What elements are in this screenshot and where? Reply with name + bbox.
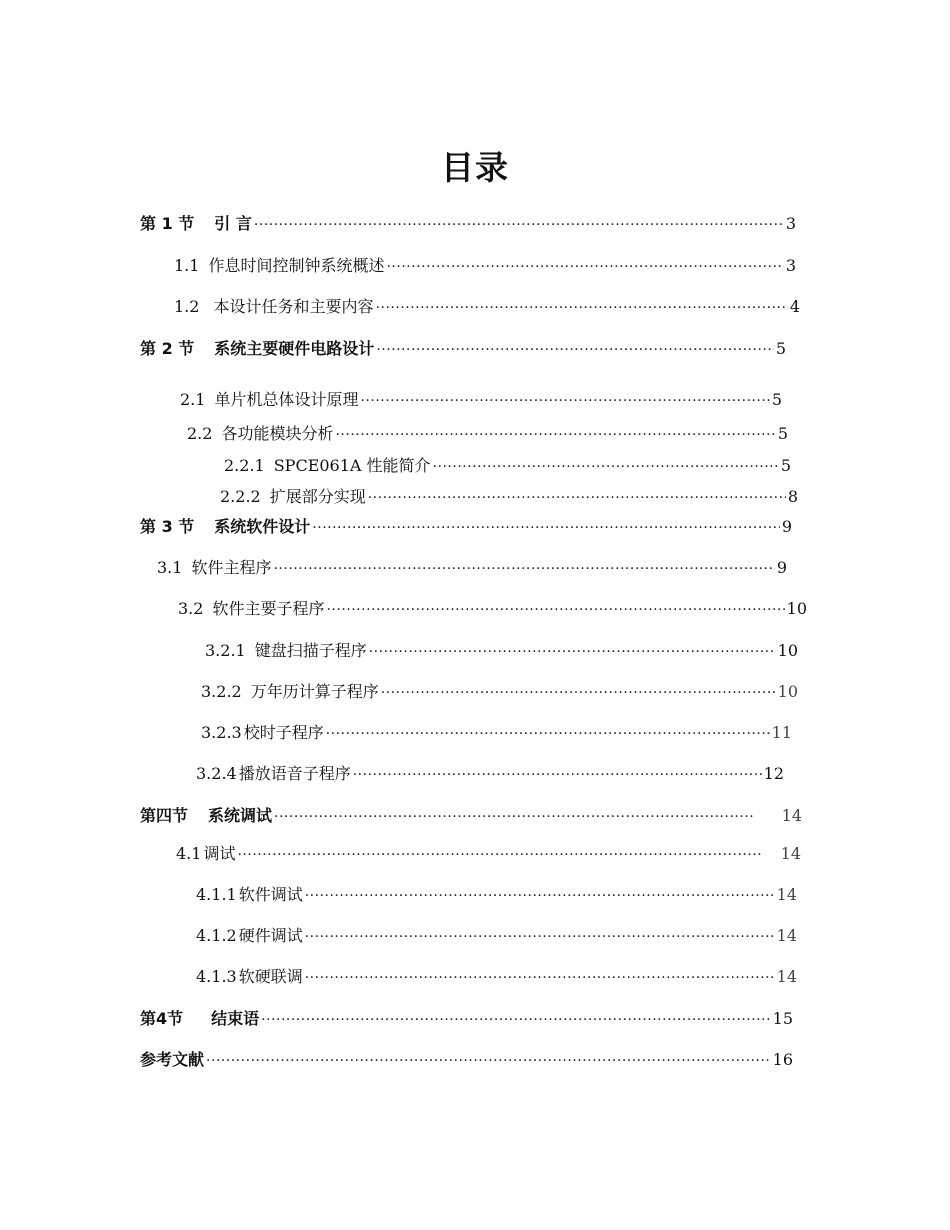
toc-leader-dots xyxy=(305,884,775,908)
toc-leader-dots xyxy=(261,1008,770,1032)
toc-subsection-4-1-2[interactable] xyxy=(196,924,797,948)
toc-leader-dots xyxy=(381,681,776,705)
toc-entry-text: 系统软件设计 xyxy=(214,517,311,536)
toc-references[interactable] xyxy=(140,1048,793,1072)
toc-subsection-3-2[interactable] xyxy=(178,597,807,621)
toc-leader-dots xyxy=(254,213,784,237)
toc-subsection-4-1-1[interactable] xyxy=(196,883,797,907)
toc-page-number: 14 xyxy=(781,806,802,825)
toc-entry-label xyxy=(224,454,431,478)
toc-entry-number: 1.2 xyxy=(174,297,200,316)
toc-entry-number: 2.2.2 xyxy=(220,487,261,506)
toc-entry-label xyxy=(201,680,379,704)
toc-entry-label xyxy=(140,804,272,828)
toc-entry-number: 3.2.4 xyxy=(196,764,237,783)
toc-entry-label xyxy=(157,556,271,580)
toc-entry-number: 第四节 xyxy=(140,806,189,825)
toc-entry-label xyxy=(180,388,358,412)
toc-entry-text: 本设计任务和主要内容 xyxy=(208,297,374,316)
toc-entry-text: 单片机总体设计原理 xyxy=(214,390,359,409)
toc-entry-number: 2.2 xyxy=(187,424,213,443)
toc-page-number: 5 xyxy=(771,390,782,409)
toc-subsection-2-2[interactable] xyxy=(187,422,788,446)
toc-entry-number: 3.1 xyxy=(157,558,183,577)
toc-page-number: 10 xyxy=(777,641,798,660)
toc-entry-number: 4.1.2 xyxy=(196,926,237,945)
toc-subsection-3-2-3[interactable] xyxy=(201,721,792,745)
toc-entry-text: SPCE061A 性能简介 xyxy=(273,456,431,475)
toc-subsection-3-2-2[interactable] xyxy=(201,680,798,704)
toc-leader-dots xyxy=(368,486,786,510)
toc-entry-number: 1.1 xyxy=(174,256,200,275)
toc-subsection-2-2-1[interactable] xyxy=(224,454,791,478)
toc-entry-number: 2.1 xyxy=(180,390,206,409)
toc-entry-label xyxy=(201,721,324,745)
toc-entry-label xyxy=(220,485,366,509)
toc-entry-text: 结束语 xyxy=(211,1009,260,1028)
toc-entry-number: 4.1.1 xyxy=(196,885,237,904)
toc-leader-dots xyxy=(326,722,770,746)
toc-entry-number: 4.1 xyxy=(176,844,202,863)
toc-leader-dots xyxy=(312,516,780,540)
toc-page-number: 14 xyxy=(776,967,797,986)
toc-subsection-3-2-1[interactable] xyxy=(205,639,798,663)
toc-leader-dots xyxy=(206,1049,771,1073)
toc-leader-dots xyxy=(237,843,760,867)
toc-entry-text: 万年历计算子程序 xyxy=(250,682,379,701)
toc-leader-dots xyxy=(326,598,784,622)
toc-leader-dots xyxy=(376,296,788,320)
toc-entry-number: 第4节 xyxy=(140,1009,184,1028)
toc-entry-text: 键盘扫描子程序 xyxy=(254,641,367,660)
toc-leader-dots xyxy=(376,338,774,362)
toc-page-number: 3 xyxy=(785,256,796,275)
toc-page-number: 9 xyxy=(776,558,787,577)
toc-leader-dots xyxy=(274,805,754,829)
toc-section-4[interactable] xyxy=(140,804,802,828)
toc-subsection-1-1[interactable] xyxy=(174,254,796,278)
toc-entry-text: 引 言 xyxy=(214,214,252,233)
toc-leader-dots xyxy=(305,925,775,949)
toc-section-3[interactable] xyxy=(140,515,792,539)
toc-section-1[interactable] xyxy=(140,212,796,236)
toc-entry-label xyxy=(205,639,367,663)
toc-entry-label xyxy=(196,965,303,989)
toc-entry-text: 软件调试 xyxy=(238,885,303,904)
toc-entry-text: 软硬联调 xyxy=(238,967,303,986)
toc-entry-number: 4.1.3 xyxy=(196,967,237,986)
toc-entry-number: 第 3 节 xyxy=(140,517,195,536)
toc-page-number: 12 xyxy=(763,764,784,783)
toc-page-number: 14 xyxy=(780,844,801,863)
toc-entry-number: 3.2 xyxy=(178,599,204,618)
toc-page-number: 3 xyxy=(785,214,796,233)
toc-subsection-2-2-2[interactable] xyxy=(220,485,798,509)
toc-entry-number: 3.2.2 xyxy=(201,682,242,701)
toc-section-2[interactable] xyxy=(140,337,786,361)
toc-entry-label xyxy=(196,924,303,948)
toc-page-number: 5 xyxy=(780,456,791,475)
toc-entry-label xyxy=(140,337,374,361)
toc-entry-label xyxy=(174,295,374,319)
toc-leader-dots xyxy=(273,557,774,581)
toc-entry-label xyxy=(140,1007,259,1031)
toc-subsection-3-2-4[interactable] xyxy=(196,762,784,786)
toc-subsection-4-1[interactable] xyxy=(176,842,801,866)
toc-subsection-3-1[interactable] xyxy=(157,556,787,580)
toc-page-number: 5 xyxy=(775,339,786,358)
toc-page-number: 14 xyxy=(776,885,797,904)
toc-page-number: 10 xyxy=(777,682,798,701)
toc-entry-label xyxy=(196,762,351,786)
toc-subsection-4-1-3[interactable] xyxy=(196,965,797,989)
toc-entry-text: 系统调试 xyxy=(208,806,273,825)
toc-entry-label xyxy=(140,515,310,539)
toc-page-number: 10 xyxy=(786,599,807,618)
toc-leader-dots xyxy=(353,763,762,787)
toc-entry-label xyxy=(178,597,324,621)
toc-entry-text: 软件主要子程序 xyxy=(212,599,325,618)
toc-entry-text: 调试 xyxy=(203,844,236,863)
toc-leader-dots xyxy=(433,455,779,479)
toc-entry-label xyxy=(176,842,235,866)
toc-entry-number: 3.2.3 xyxy=(201,723,242,742)
page-title: 目录 xyxy=(441,148,509,187)
toc-subsection-1-2[interactable] xyxy=(174,295,800,319)
toc-page-number: 5 xyxy=(777,424,788,443)
toc-leader-dots xyxy=(335,423,775,447)
toc-entry-label xyxy=(140,212,252,236)
toc-entry-label xyxy=(174,254,384,278)
toc-page-number: 11 xyxy=(771,723,792,742)
toc-entry-text: 参考文献 xyxy=(140,1050,205,1069)
toc-page-number: 16 xyxy=(772,1050,793,1069)
toc-entry-text: 各功能模块分析 xyxy=(221,424,334,443)
toc-entry-number: 2.2.1 xyxy=(224,456,265,475)
toc-leader-dots xyxy=(386,255,783,279)
toc-entry-label xyxy=(196,883,303,907)
toc-page-number: 9 xyxy=(781,517,792,536)
toc-page-number: 4 xyxy=(789,297,800,316)
toc-leader-dots xyxy=(305,966,775,990)
toc-entry-text: 校时子程序 xyxy=(243,723,324,742)
toc-subsection-2-1[interactable] xyxy=(180,388,782,412)
toc-entry-text: 播放语音子程序 xyxy=(238,764,351,783)
toc-section-5[interactable] xyxy=(140,1007,793,1031)
toc-page-number: 8 xyxy=(787,487,798,506)
toc-leader-dots xyxy=(369,640,776,664)
toc-entry-text: 作息时间控制钟系统概述 xyxy=(208,256,385,275)
toc-page-number: 15 xyxy=(772,1009,793,1028)
toc-leader-dots xyxy=(360,389,769,413)
toc-entry-label xyxy=(140,1048,204,1072)
toc-entry-text: 软件主程序 xyxy=(191,558,272,577)
toc-entry-label xyxy=(187,422,333,446)
toc-entry-text: 硬件调试 xyxy=(238,926,303,945)
toc-entry-number: 第 2 节 xyxy=(140,339,195,358)
toc-page-number: 14 xyxy=(776,926,797,945)
toc-entry-number: 第 1 节 xyxy=(140,214,195,233)
toc-entry-number: 3.2.1 xyxy=(205,641,246,660)
toc-entry-text: 扩展部分实现 xyxy=(269,487,366,506)
toc-entry-text: 系统主要硬件电路设计 xyxy=(214,339,375,358)
